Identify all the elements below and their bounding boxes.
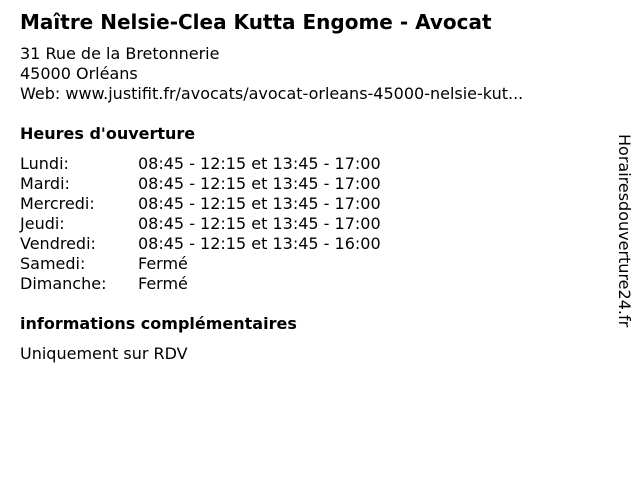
website-link[interactable]: www.justifit.fr/avocats/avocat-orleans-45000-nelsie-kut... <box>65 84 524 103</box>
site-brand-vertical: Horairesdouverture24.fr <box>615 134 634 328</box>
hours-value: 08:45 - 12:15 et 13:45 - 17:00 <box>138 174 381 193</box>
hours-value: 08:45 - 12:15 et 13:45 - 16:00 <box>138 234 381 253</box>
day-label: Samedi: <box>20 254 86 273</box>
additional-info-heading: informations complémentaires <box>20 314 297 333</box>
opening-hours-heading: Heures d'ouverture <box>20 124 196 143</box>
city-line: 45000 Orléans <box>20 64 138 83</box>
address-block <box>20 44 523 104</box>
day-label: Mercredi: <box>20 194 95 213</box>
hours-value: 08:45 - 12:15 et 13:45 - 17:00 <box>138 154 381 173</box>
business-name: Maître Nelsie-Clea Kutta Engome - Avocat <box>20 10 492 34</box>
hours-value: 08:45 - 12:15 et 13:45 - 17:00 <box>138 214 381 233</box>
hours-value: Fermé <box>138 274 188 293</box>
day-label: Vendredi: <box>20 234 96 253</box>
additional-info-text: Uniquement sur RDV <box>20 344 188 363</box>
day-label: Jeudi: <box>20 214 65 233</box>
hours-value: 08:45 - 12:15 et 13:45 - 17:00 <box>138 194 381 213</box>
website-label: Web: <box>20 84 66 103</box>
day-label: Dimanche: <box>20 274 107 293</box>
day-label: Mardi: <box>20 174 70 193</box>
street-address: 31 Rue de la Bretonnerie <box>20 44 220 63</box>
day-label: Lundi: <box>20 154 69 173</box>
website-line <box>20 84 523 104</box>
hours-value: Fermé <box>138 254 188 273</box>
